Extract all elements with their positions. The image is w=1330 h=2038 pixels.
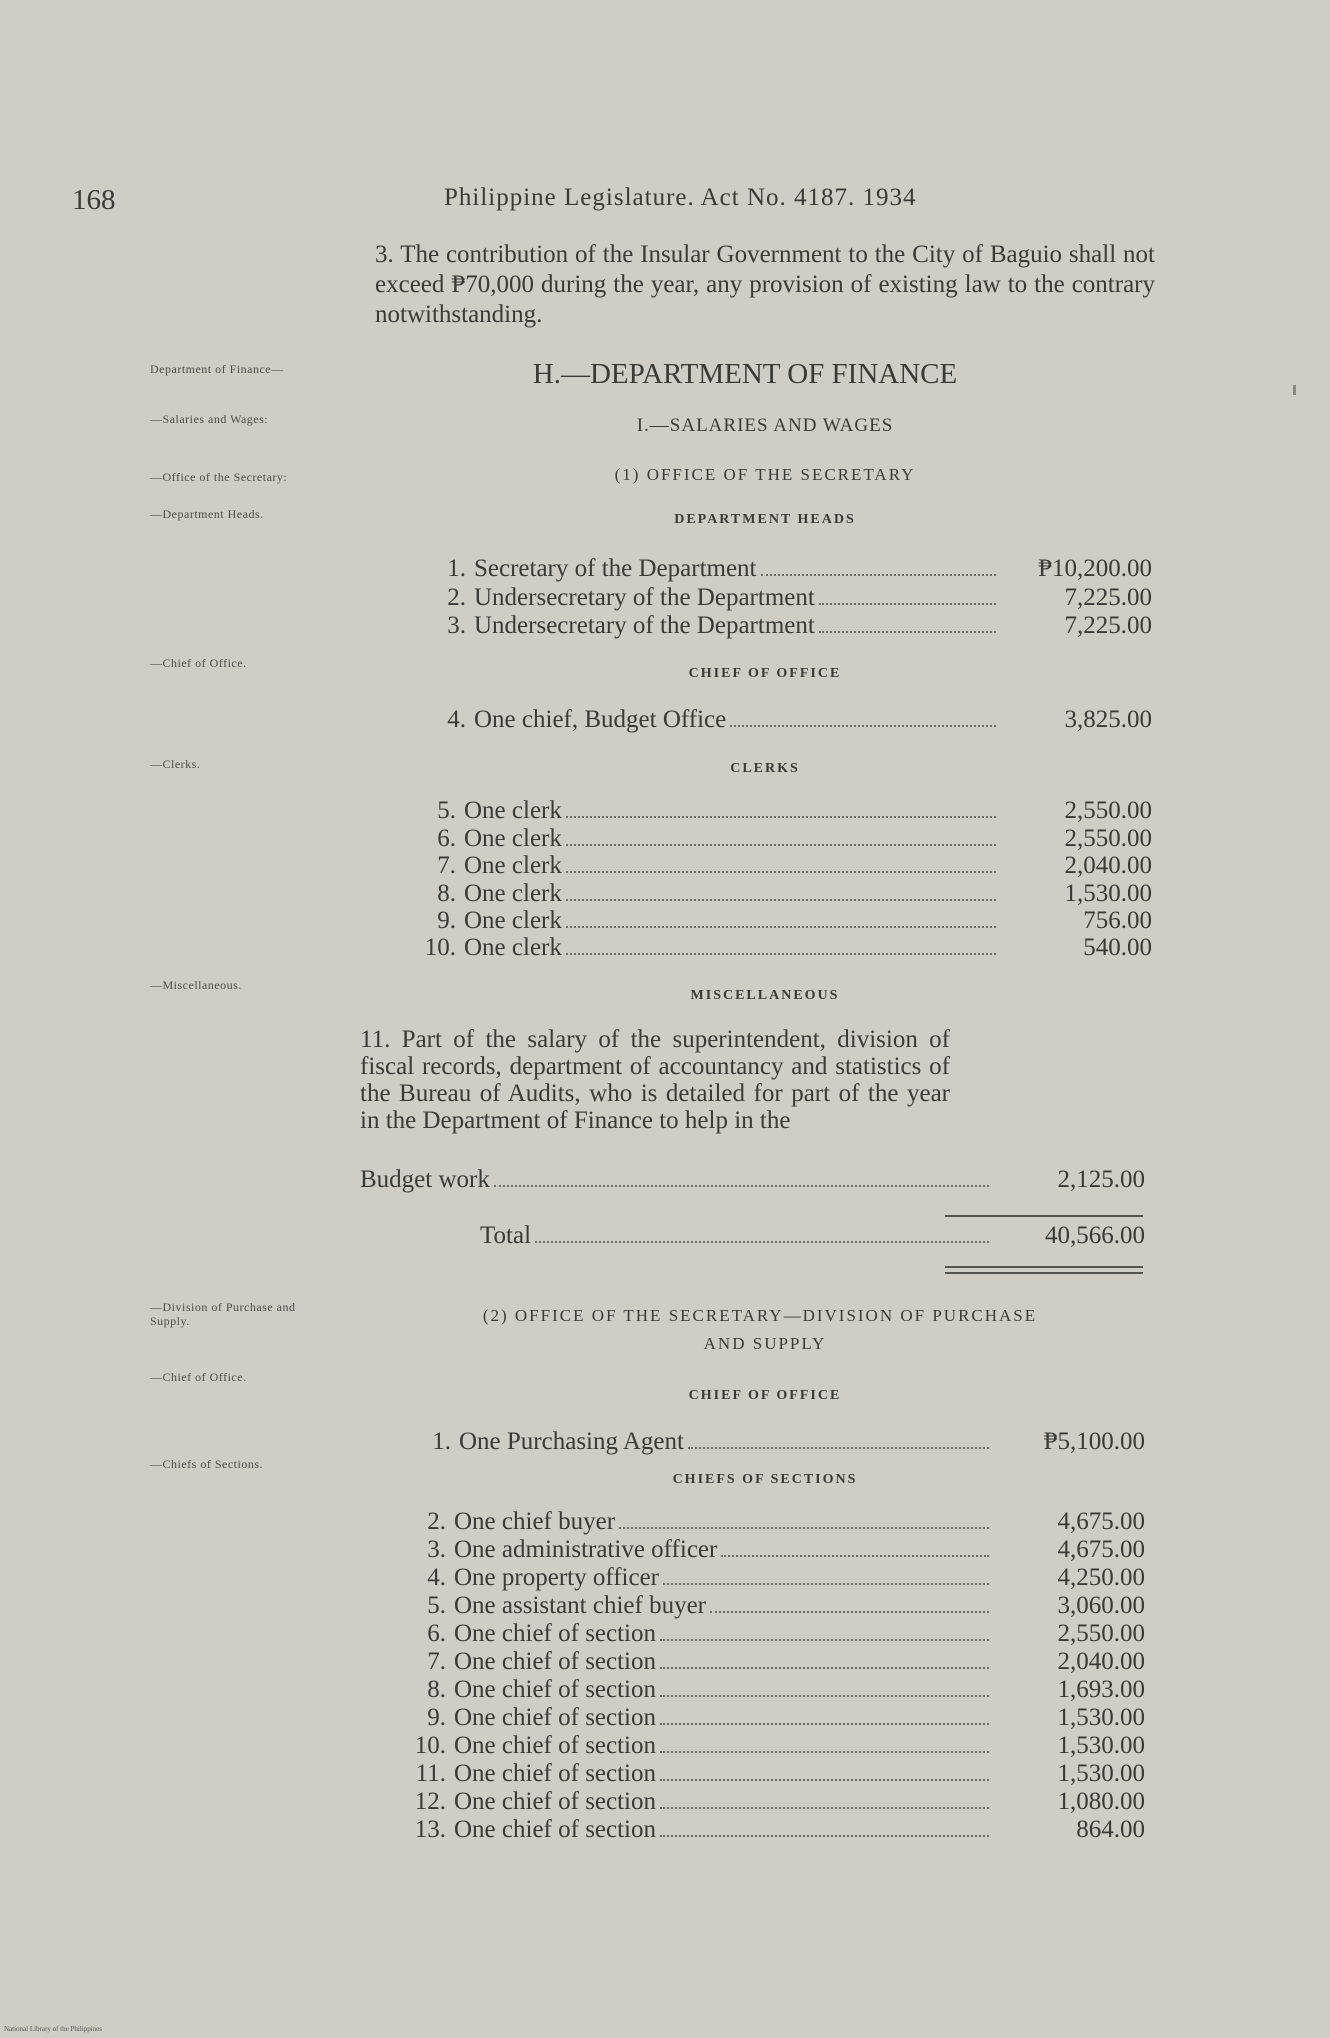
list-item: 4. One property officer 4,250.00 xyxy=(427,1564,1145,1591)
page-number: 168 xyxy=(72,184,116,216)
list-item: 6. One clerk 2,550.00 xyxy=(437,825,1152,852)
page-edge-mark xyxy=(1293,385,1296,395)
list-item: 5. One assistant chief buyer 3,060.00 xyxy=(427,1592,1145,1619)
list-item: 7. One chief of section 2,040.00 xyxy=(427,1648,1145,1675)
leader-dots xyxy=(566,899,996,901)
list-item: 2. One chief buyer 4,675.00 xyxy=(427,1508,1145,1535)
margin-note-office-secretary: —Office of the Secretary: xyxy=(150,470,288,484)
list-item: 5. One clerk 2,550.00 xyxy=(437,797,1152,824)
list-item: 10. One chief of section 1,530.00 xyxy=(414,1732,1145,1759)
margin-note-chiefs-sections: —Chiefs of Sections. xyxy=(150,1457,263,1471)
leader-dots xyxy=(710,1611,989,1613)
list-item: 8. One clerk 1,530.00 xyxy=(437,880,1152,907)
leader-dots xyxy=(660,1779,989,1781)
list-item: 6. One chief of section 2,550.00 xyxy=(427,1620,1145,1647)
list-item: 2. Undersecretary of the Department 7,225.00 xyxy=(447,584,1152,611)
leader-dots xyxy=(819,631,996,633)
margin-note-chief-office-2: —Chief of Office. xyxy=(150,1370,247,1384)
leader-dots xyxy=(730,725,996,727)
leader-dots xyxy=(566,953,996,955)
list-item: 4. One chief, Budget Office 3,825.00 xyxy=(447,706,1152,733)
total-rule xyxy=(945,1215,1143,1217)
leader-dots xyxy=(688,1447,989,1449)
leader-dots xyxy=(535,1241,989,1243)
heading-miscellaneous: MISCELLANEOUS xyxy=(690,988,840,1003)
list-item: 7. One clerk 2,040.00 xyxy=(437,852,1152,879)
list-item: 3. Undersecretary of the Department 7,225.00 xyxy=(447,612,1152,639)
margin-note-clerks: —Clerks. xyxy=(150,757,201,771)
leader-dots xyxy=(566,871,996,873)
list-item: 9. One clerk 756.00 xyxy=(437,907,1152,934)
footer-credit: National Library of the Philippines xyxy=(4,2025,102,2033)
leader-dots xyxy=(566,816,996,818)
heading-chief-of-office: CHIEF OF OFFICE xyxy=(688,666,842,681)
margin-note-division-purchase: —Division of Purchase and Supply. xyxy=(150,1300,296,1328)
heading-salaries-wages: I.—SALARIES AND WAGES xyxy=(636,415,894,436)
leader-dots xyxy=(663,1583,989,1585)
margin-note-salaries: —Salaries and Wages: xyxy=(150,412,269,426)
list-item: 1. One Purchasing Agent ₱5,100.00 xyxy=(432,1428,1145,1455)
list-item: 12. One chief of section 1,080.00 xyxy=(414,1788,1145,1815)
leader-dots xyxy=(660,1695,989,1697)
list-item: 9. One chief of section 1,530.00 xyxy=(427,1704,1145,1731)
heading-chiefs-of-sections: CHIEFS OF SECTIONS xyxy=(672,1472,858,1487)
list-item: 13. One chief of section 864.00 xyxy=(414,1816,1145,1843)
leader-dots xyxy=(721,1555,989,1557)
leader-dots xyxy=(761,574,996,576)
leader-dots xyxy=(660,1807,989,1809)
list-item: 3. One administrative officer 4,675.00 xyxy=(427,1536,1145,1563)
heading-office-secretary: (1) OFFICE OF THE SECRETARY xyxy=(614,465,916,484)
leader-dots xyxy=(819,603,996,605)
list-item: 8. One chief of section 1,693.00 xyxy=(427,1676,1145,1703)
heading-office-2-line1: (2) OFFICE OF THE SECRETARY—DIVISION OF PURCHASE xyxy=(482,1306,1038,1325)
leader-dots xyxy=(619,1527,989,1529)
leader-dots xyxy=(566,926,996,928)
double-rule-top xyxy=(945,1266,1143,1268)
leader-dots xyxy=(660,1667,989,1669)
leader-dots xyxy=(660,1835,989,1837)
list-item: 11. One chief of section 1,530.00 xyxy=(415,1760,1145,1787)
margin-note-miscellaneous: —Miscellaneous. xyxy=(150,978,242,992)
heading-chief-of-office-2: CHIEF OF OFFICE xyxy=(688,1388,842,1403)
leader-dots xyxy=(660,1723,989,1725)
heading-department-heads: DEPARTMENT HEADS xyxy=(674,512,856,527)
intro-paragraph: 3. The contribution of the Insular Government to the City of Baguio shall not exceed ₱70,000 during the year, any provision of existing law to the contrary notwithstanding. xyxy=(375,241,1155,328)
leader-dots xyxy=(566,844,996,846)
heading-department-finance: H.—DEPARTMENT OF FINANCE xyxy=(532,358,958,390)
list-item: 1. Secretary of the Department ₱10,200.00 xyxy=(447,555,1152,582)
running-head: Philippine Legislature. Act No. 4187. 1934 xyxy=(444,184,917,211)
miscellaneous-paragraph: 11. Part of the salary of the superintendent, division of fiscal records, department of accountancy and statistics of the Bureau of Audits, who is detailed for part of the year in the Department of Finance to help in the xyxy=(360,1026,950,1134)
margin-note-chief-office: —Chief of Office. xyxy=(150,656,247,670)
double-rule-bottom xyxy=(945,1272,1143,1274)
leader-dots xyxy=(660,1751,989,1753)
list-item: 10. One clerk 540.00 xyxy=(424,934,1152,961)
leader-dots xyxy=(660,1639,989,1641)
list-item: Budget work 2,125.00 xyxy=(360,1166,1145,1193)
total-row: Total 40,566.00 xyxy=(480,1222,1145,1249)
heading-office-2-line2: AND SUPPLY xyxy=(703,1334,827,1353)
margin-note-department-heads: —Department Heads. xyxy=(150,507,264,521)
heading-clerks: CLERKS xyxy=(730,761,800,776)
leader-dots xyxy=(494,1185,989,1187)
margin-note-department: Department of Finance— xyxy=(150,362,284,376)
